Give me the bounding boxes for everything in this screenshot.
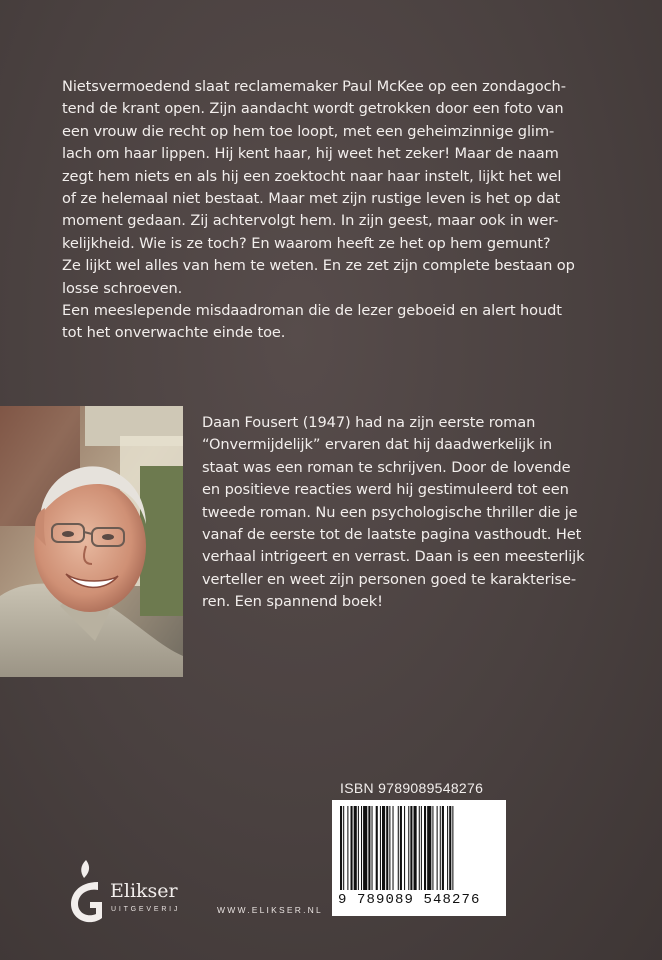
blurb-line: of ze helemaal niet bestaat. Maar met zijn rustige leven is het op dat — [62, 190, 561, 208]
book-blurb — [62, 76, 610, 345]
blurb-line: kelijkheid. Wie is ze toch? En waarom heeft ze het op hem gemunt? — [62, 234, 551, 252]
barcode-bar — [368, 806, 370, 890]
barcode-bar — [351, 806, 353, 890]
bio-line: en positieve reacties werd hij gestimuleerd tot een — [202, 481, 569, 499]
barcode-bar — [427, 806, 431, 890]
isbn-label: ISBN 9789089548276 — [340, 780, 484, 796]
barcode-bar — [452, 806, 453, 890]
blurb-line: tend de krant open. Zijn aandacht wordt getrokken door een foto van — [62, 100, 564, 118]
blurb-line: lach om haar lippen. Hij kent haar, hij weet het zeker! Maar de naam — [62, 145, 559, 163]
blurb-line: losse schroeven. — [62, 279, 183, 297]
blurb-line: moment gedaan. Zij achtervolgt hem. In zijn geest, maar ook in wer- — [62, 212, 559, 230]
barcode-bar — [398, 806, 399, 890]
author-bio — [202, 412, 612, 614]
bio-line: vanaf de eerste tot de laatste pagina vasthoudt. Het — [202, 526, 582, 544]
barcode-bar — [419, 806, 420, 890]
barcode-digits: 9 789089 548276 — [338, 892, 481, 908]
barcode-bar — [386, 806, 388, 890]
author-photo — [0, 406, 183, 677]
barcode-bar — [343, 806, 344, 890]
bio-line: Daan Fousert (1947) had na zijn eerste roman — [202, 414, 536, 431]
barcode-bar — [361, 806, 362, 890]
publisher-website[interactable]: WWW.ELIKSER.NL — [217, 905, 323, 915]
barcode-bar — [382, 806, 385, 890]
barcode-bar — [372, 806, 373, 890]
publisher-subtitle: UITGEVERIJ — [111, 906, 181, 913]
barcode-bar — [380, 806, 381, 890]
barcode-bar — [363, 806, 367, 890]
blurb-line: Een meeslepende misdaadroman die de lezer geboeid en alert houdt — [62, 302, 562, 320]
barcode-bar — [424, 806, 426, 890]
barcode-bar — [449, 806, 451, 890]
barcode-bar — [389, 806, 390, 890]
bio-line: verteller en weet zijn personen goed te karakterise- — [202, 570, 577, 588]
barcode-bar — [400, 806, 402, 890]
barcode-bar — [358, 806, 359, 890]
bio-line: verhaal intrigeert en verrast. Daan is een meesterlijk — [202, 548, 585, 566]
barcode-bar — [432, 806, 433, 890]
blurb-line: Nietsvermoedend slaat reclamemaker Paul McKee op een zondagoch- — [62, 78, 566, 95]
bio-line: tweede roman. Nu een psychologische thriller die je — [202, 503, 578, 521]
barcode-bar — [440, 806, 441, 890]
barcode-bar — [442, 806, 444, 890]
barcode-bar — [340, 806, 342, 890]
barcode-bar — [421, 806, 422, 890]
blurb-line: zegt hem niets en als hij een zoektocht naar haar instelt, lijkt het wel — [62, 167, 562, 185]
barcode-bar — [414, 806, 417, 890]
barcode-bar — [393, 806, 394, 890]
barcode-bar — [404, 806, 405, 890]
barcode-bar — [354, 806, 357, 890]
bio-line: ren. Een spannend boek! — [202, 593, 383, 611]
publisher-name: Elikser — [110, 880, 178, 902]
blurb-line: Ze lijkt wel alles van hem te weten. En ze zet zijn complete bestaan op — [62, 257, 575, 275]
bio-line: “Onvermijdelijk” ervaren dat hij daadwerkelijk in — [202, 436, 553, 454]
barcode-bar — [410, 806, 412, 890]
barcode-bar — [437, 806, 438, 890]
barcode-bar — [347, 806, 348, 890]
blurb-line: een vrouw die recht op hem toe loopt, met een geheimzinnige glim- — [62, 122, 555, 140]
barcode-bar — [408, 806, 409, 890]
bio-line: staat was een roman te schrijven. Door de lovende — [202, 458, 571, 476]
blurb-line: tot het onverwachte einde toe. — [62, 324, 286, 342]
barcode-bar — [376, 806, 378, 890]
barcode-bar — [447, 806, 448, 890]
